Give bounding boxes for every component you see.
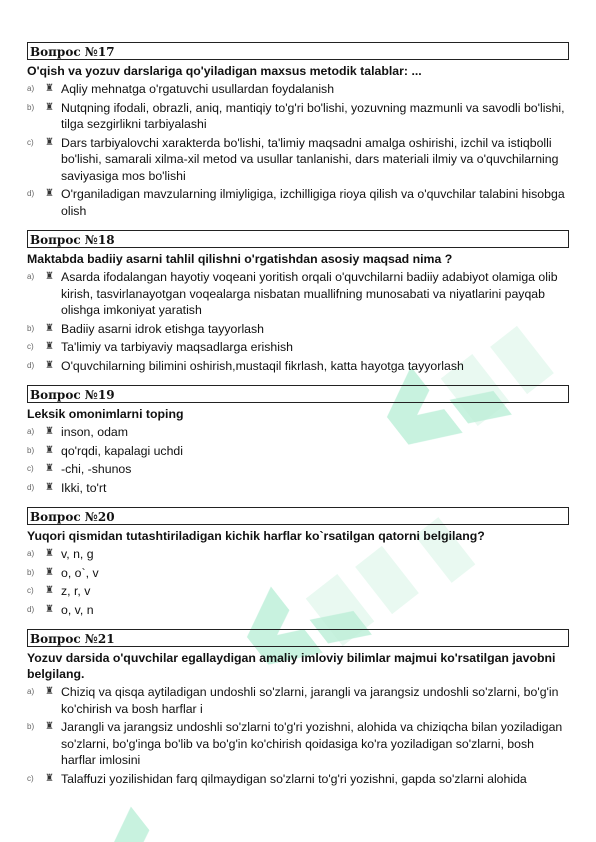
question-block: [27, 385, 569, 496]
question-header: Вопрос №17: [27, 42, 569, 60]
stamp-icon: ♜: [45, 341, 54, 352]
stamp-icon: ♜: [45, 721, 54, 732]
option-text: Ikki, to'rt: [61, 480, 107, 495]
answer-option[interactable]: [27, 461, 569, 478]
answer-option[interactable]: [27, 602, 569, 619]
option-letter: c): [27, 137, 34, 147]
option-text: inson, odam: [61, 425, 128, 439]
question-header: Вопрос №18: [27, 230, 569, 248]
answer-option[interactable]: [27, 565, 569, 582]
option-letter: a): [27, 687, 35, 696]
option-text: Ta'limiy va tarbiyaviy maqsadlarga erishish: [61, 340, 293, 354]
option-text: o, v, n: [61, 602, 94, 617]
stamp-icon: ♜: [45, 83, 54, 94]
option-letter: a): [27, 549, 35, 558]
spacer: [27, 221, 569, 230]
question-text: Yuqori qismidan tutashtiriladigan kichik harflar ko`rsatilgan qatorni belgilang?: [27, 529, 485, 543]
answer-option[interactable]: [27, 546, 569, 563]
stamp-icon: ♜: [45, 566, 54, 578]
spacer: [27, 498, 569, 507]
stamp-icon: ♜: [45, 271, 54, 282]
option-text: Jarangli va jarangsiz undoshli so'zlarni to'g'ri yozishni, alohida va chiziqcha bilan yoziladigan so'zlarni, bo'g'inga bo'lib va bo'g'in ko'chirish qoidasiga ko'ra yoziladigan so'zlarni, bosh harflar imlosini: [61, 720, 563, 767]
option-text: qo'rqdi, kapalagi uchdi: [61, 443, 183, 458]
option-text: Chiziq va qisqa aytiladigan undoshli so'zlarni, jarangli va jarangsiz undoshli so'zlarni, bo'g'in ko'chirish va bosh harflar i: [61, 685, 559, 716]
option-letter: b): [27, 445, 35, 455]
stamp-icon: ♜: [45, 426, 54, 437]
option-text: O'rganiladigan mavzularning ilmiyligiga, izchilligiga rioya qilish va o'quvchilar talabini hisobga olish: [61, 187, 565, 218]
option-letter: b): [27, 102, 35, 112]
answer-option[interactable]: [27, 269, 569, 319]
answer-option[interactable]: [27, 100, 569, 133]
option-text: z, r, v: [61, 584, 91, 598]
answer-option[interactable]: [27, 135, 569, 185]
option-letter: c): [27, 773, 34, 783]
option-list: [27, 546, 569, 618]
question-header: Вопрос №20: [27, 507, 569, 525]
option-letter: c): [27, 342, 34, 351]
option-text: Dars tarbiyalovchi xarakterda bo'lishi, ta'limiy maqsadni amalga oshirishi, izchil va istiqbolli bo'lishi, samarali xilma-xil metod va usullar tanlanishi, dars materiali ilmiy va o'quvchilarning saviyasiga mos bo'lishi: [61, 135, 559, 183]
option-text: v, n, g: [61, 547, 94, 561]
question-text: Maktabda badiiy asarni tahlil qilishni o'rgatishdan asosiy maqsad nima ?: [27, 252, 453, 266]
stamp-icon: ♜: [45, 444, 54, 456]
stamp-icon: ♜: [45, 548, 54, 559]
option-letter: b): [27, 567, 35, 577]
stamp-icon: ♜: [45, 463, 54, 474]
stamp-icon: ♜: [45, 772, 54, 784]
option-text: Aqliy mehnatga o'rgatuvchi usullardan foydalanish: [61, 82, 335, 96]
option-letter: c): [27, 464, 34, 473]
option-list: [27, 684, 569, 787]
stamp-icon: ♜: [45, 136, 54, 148]
option-letter: d): [27, 604, 35, 614]
question-list: [27, 42, 569, 789]
stamp-icon: ♜: [45, 603, 54, 615]
question-block: [27, 507, 569, 618]
option-list: [27, 269, 569, 374]
answer-option[interactable]: [27, 684, 569, 717]
option-letter: d): [27, 360, 35, 370]
option-letter: b): [27, 722, 35, 731]
spacer: [27, 620, 569, 629]
stamp-icon: ♜: [45, 101, 54, 113]
answer-option[interactable]: [27, 583, 569, 600]
option-letter: a): [27, 427, 35, 436]
answer-option[interactable]: [27, 339, 569, 356]
option-text: O'quvchilarning bilimini oshirish,mustaqil fikrlash, katta hayotga tayyorlash: [61, 358, 464, 373]
option-letter: d): [27, 189, 35, 198]
option-text: Asarda ifodalangan hayotiy voqeani yoritish orqali o'quvchilarni badiiy adabiyot olamiga olib kirish, tasvirlanayotgan voqealarga nisbatan muallifning munosabati va niyatlarini payqab olishga imkoniyat yaratish: [61, 270, 558, 317]
question-text: Yozuv darsida o'quvchilar egallaydigan amaliy imloviy bilimlar majmui ko'rsatilgan javobni belgilang.: [27, 651, 556, 681]
option-letter: a): [27, 84, 35, 93]
question-text: Leksik omonimlarni toping: [27, 407, 184, 421]
answer-option[interactable]: [27, 443, 569, 460]
stamp-icon: ♜: [45, 188, 54, 199]
question-text: O'qish va yozuv darslariga qo'yiladigan maxsus metodik talablar: ...: [27, 64, 422, 78]
spacer: [27, 376, 569, 385]
option-text: -chi, -shunos: [61, 462, 132, 476]
answer-option[interactable]: [27, 81, 569, 98]
answer-option[interactable]: [27, 186, 569, 219]
option-letter: b): [27, 323, 35, 333]
option-text: Talaffuzi yozilishidan farq qilmaydigan so'zlarni to'g'ri yozishni, gapda so'zlarni alohida: [61, 771, 527, 786]
option-text: o, o`, v: [61, 565, 99, 580]
stamp-icon: ♜: [45, 359, 54, 371]
answer-option[interactable]: [27, 771, 569, 788]
question-header: Вопрос №21: [27, 629, 569, 647]
option-letter: a): [27, 272, 35, 281]
option-letter: c): [27, 586, 34, 595]
answer-option[interactable]: [27, 480, 569, 497]
question-header: Вопрос №19: [27, 385, 569, 403]
option-letter: d): [27, 482, 35, 492]
option-list: [27, 424, 569, 496]
option-text: Badiiy asarni idrok etishga tayyorlash: [61, 321, 265, 336]
stamp-icon: ♜: [45, 322, 54, 334]
option-text: Nutqning ifodali, obrazli, aniq, mantiqiy to'g'ri bo'lishi, yozuvning mazmunli va savodli bo'lishi, tilga sezgirlikni tarbiyalashi: [61, 100, 565, 131]
answer-option[interactable]: [27, 321, 569, 338]
option-list: [27, 81, 569, 219]
stamp-icon: ♜: [45, 686, 54, 697]
stamp-icon: ♜: [45, 585, 54, 596]
question-block: [27, 42, 569, 219]
answer-option[interactable]: [27, 719, 569, 769]
question-block: [27, 629, 569, 787]
answer-option[interactable]: [27, 358, 569, 375]
stamp-icon: ♜: [45, 481, 54, 493]
answer-option[interactable]: [27, 424, 569, 441]
question-block: [27, 230, 569, 374]
